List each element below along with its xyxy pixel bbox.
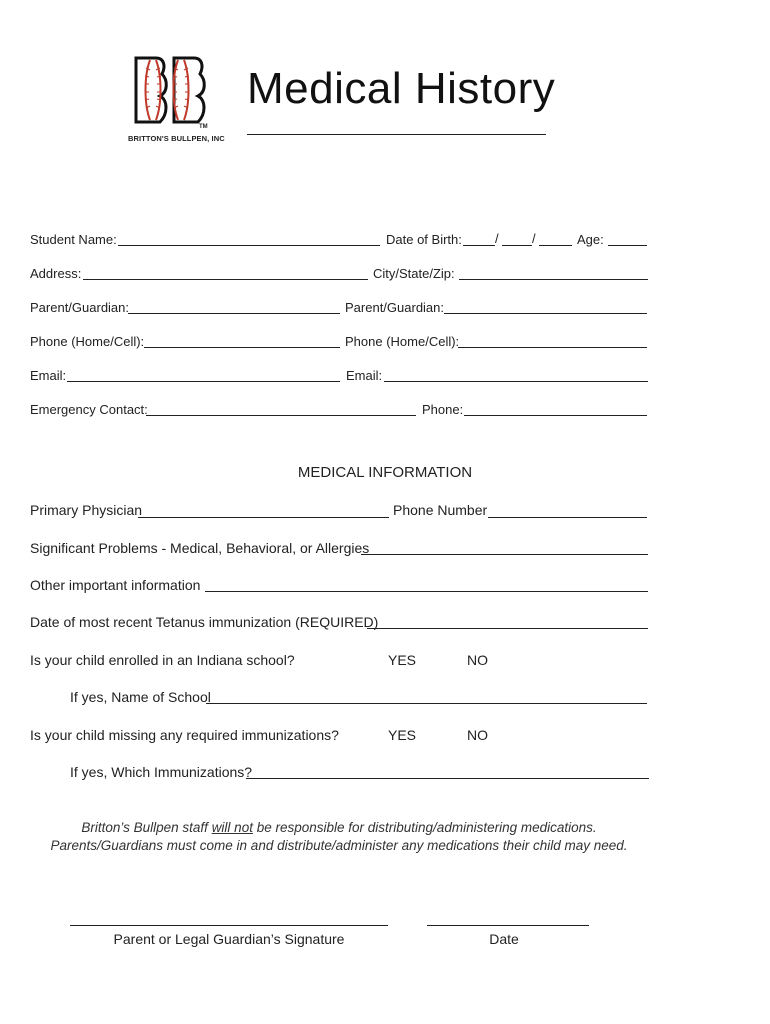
school-name-field[interactable] (206, 703, 647, 704)
immunizations-question: Is your child missing any required immunizations? (30, 727, 339, 743)
other-info-label: Other important information (30, 577, 201, 593)
logo-tm: TM (199, 124, 208, 130)
guardian-signature-label: Parent or Legal Guardian’s Signature (113, 931, 345, 947)
phone-number-label: Phone Number (393, 502, 488, 518)
parent-guardian-field[interactable] (128, 313, 340, 314)
email-label: Email: (30, 368, 67, 383)
emergency-phone-label: Phone: (422, 402, 464, 417)
notice-text: Britton’s Bullpen staff (81, 820, 212, 835)
parent-guardian-field[interactable] (444, 313, 647, 314)
student-name-label: Student Name: (30, 232, 117, 247)
phone-home-cell-label: Phone (Home/Cell): (345, 334, 460, 349)
parent-guardian-label: Parent/Guardian: (345, 300, 445, 315)
email-label: Email: (346, 368, 383, 383)
logo-text: BRITTON'S BULLPEN, INC (128, 134, 225, 143)
emergency-contact-label: Emergency Contact: (30, 402, 148, 417)
medication-notice-line-1 (0, 820, 678, 835)
logo (122, 52, 225, 146)
which-immunizations-label: If yes, Which Immunizations? (70, 764, 253, 780)
parent-guardian-label: Parent/Guardian: (30, 300, 130, 315)
city-state-zip-label: City/State/Zip: (373, 266, 455, 281)
notice-emphasis: will not (211, 820, 253, 835)
significant-problems-label: Significant Problems - Medical, Behavioral, or Allergies (30, 540, 370, 556)
signature-date-field[interactable] (427, 925, 589, 926)
title-underline (247, 134, 546, 135)
which-immunizations-field[interactable] (246, 778, 649, 779)
dob-separator: / (495, 231, 499, 246)
tetanus-label: Date of most recent Tetanus immunization (REQUIRED) (30, 614, 379, 630)
guardian-signature-field[interactable] (70, 925, 388, 926)
logo-emblem (122, 52, 218, 132)
primary-physician-label: Primary Physician (30, 502, 143, 518)
dob-day-field[interactable] (502, 245, 532, 246)
address-label: Address: (30, 266, 82, 281)
medical-information-heading: MEDICAL INFORMATION (297, 464, 473, 481)
dob-separator: / (532, 231, 536, 246)
other-info-field[interactable] (205, 591, 648, 592)
indiana-school-no-option[interactable]: NO (467, 652, 488, 668)
age-field[interactable] (608, 245, 647, 246)
phone-home-cell-field[interactable] (458, 347, 647, 348)
phone-home-cell-label: Phone (Home/Cell): (30, 334, 145, 349)
medication-notice-line-2: Parents/Guardians must come in and distribute/administer any medications their child may need. (50, 838, 628, 853)
email-field[interactable] (384, 381, 648, 382)
page-title: Medical History (247, 64, 556, 113)
date-of-birth-label: Date of Birth: (386, 232, 462, 247)
significant-problems-field[interactable] (361, 554, 648, 555)
age-label: Age: (577, 232, 604, 247)
notice-text: be responsible for distributing/administering medications. (252, 820, 597, 835)
emergency-contact-field[interactable] (146, 415, 416, 416)
indiana-school-yes-option[interactable]: YES (388, 652, 417, 668)
primary-physician-field[interactable] (138, 517, 389, 518)
school-name-label: If yes, Name of School (70, 689, 211, 705)
immunizations-no-option[interactable]: NO (467, 727, 488, 743)
phone-home-cell-field[interactable] (144, 347, 340, 348)
student-name-field[interactable] (118, 245, 380, 246)
city-state-zip-field[interactable] (459, 279, 648, 280)
signature-date-label: Date (489, 931, 519, 947)
tetanus-date-field[interactable] (367, 628, 648, 629)
dob-year-field[interactable] (539, 245, 572, 246)
physician-phone-field[interactable] (488, 517, 647, 518)
dob-month-field[interactable] (463, 245, 495, 246)
immunizations-yes-option[interactable]: YES (388, 727, 417, 743)
address-field[interactable] (83, 279, 368, 280)
indiana-school-question: Is your child enrolled in an Indiana school? (30, 652, 295, 668)
email-field[interactable] (67, 381, 340, 382)
emergency-phone-field[interactable] (464, 415, 647, 416)
